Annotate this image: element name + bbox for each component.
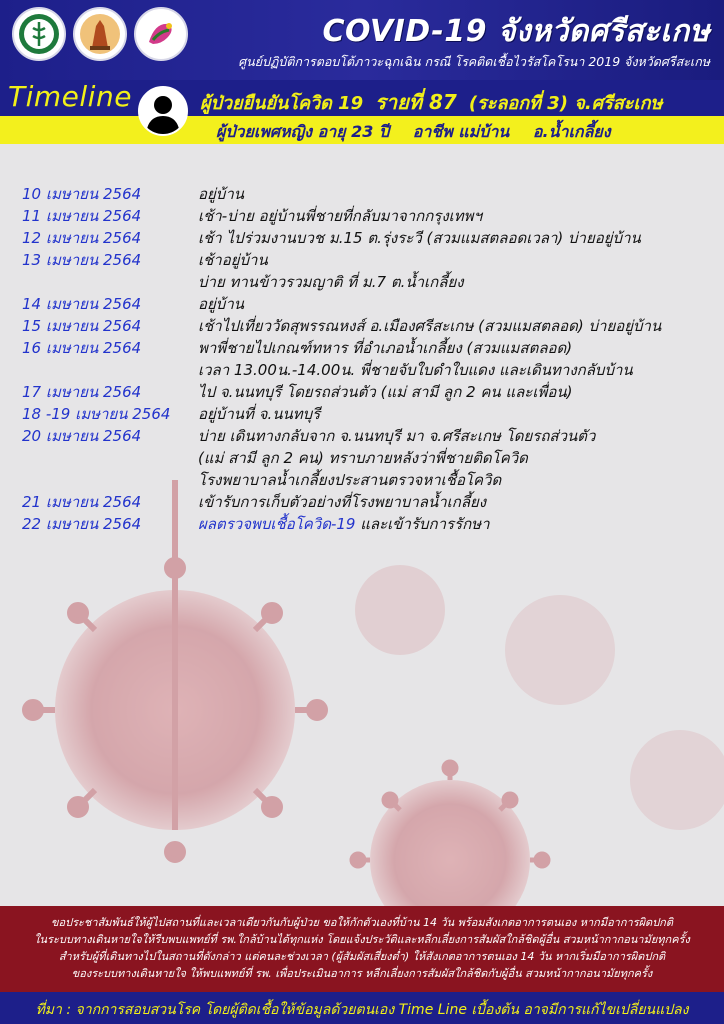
patient-occupation: อาชีพ แม่บ้าน	[412, 122, 510, 141]
notice-line: ขอประชาสัมพันธ์ให้ผู้ไปสถานที่และเวลาเดียวกันกับผู้ป่วย ขอให้กักตัวเองที่บ้าน 14 วัน พร้อมสังเกตอาการตนเอง หากมีอาการผิดปกติ	[51, 916, 673, 929]
entry-description: เช้าอยู่บ้าน	[198, 251, 268, 269]
notice-line: ในระบบทางเดินหายใจให้รีบพบแพทย์ที่ รพ.ใกล้บ้านได้ทุกแห่ง โดยแจ้งประวัติและหลีกเลี่ยงการสัมผัสใกล้ชิดผู้อื่น สวมหน้ากากอนามัยทุกครั้ง	[34, 933, 690, 946]
entry-date: 11 เมษายน 2564	[22, 207, 142, 225]
virus-faint-icon	[355, 565, 445, 655]
patient-info-bar	[0, 116, 724, 144]
virus-faint-icon	[505, 595, 615, 705]
entry-date: 10 เมษายน 2564	[22, 185, 142, 203]
header-banner	[0, 0, 724, 80]
entry-date: 21 เมษายน 2564	[22, 493, 142, 511]
entry-description: เช้า-บ่าย อยู่บ้านพี่ชายที่กลับมาจากกรุงเทพฯ	[198, 207, 482, 225]
entry-description: เวลา 13.00น.-14.00น. พี่ชายจับใบดำใบแดง และเดินทางกลับบ้าน	[198, 361, 633, 379]
entry-description: อยู่บ้าน	[198, 295, 244, 313]
patient-info	[216, 120, 629, 145]
emergency-center-subtitle: ศูนย์ปฏิบัติการตอบโต้ภาวะฉุกเฉิน กรณี โรคติดเชื้อไวรัสโคโรนา 2019 จังหวัดศรีสะเกษ	[238, 54, 710, 69]
person-silhouette-icon	[140, 88, 186, 134]
patient-wave: (ระลอกที่ 3) จ.ศรีสะเกษ	[468, 93, 663, 114]
entry-description: บ่าย เดินทางกลับจาก จ.นนทบุรี มา จ.ศรีสะเกษ โดยรถส่วนตัว	[198, 427, 596, 445]
provincial-seal-logo	[73, 7, 127, 61]
entry-date: 16 เมษายน 2564	[22, 339, 142, 357]
notice-line: ของระบบทางเดินหายใจ ให้พบแพทย์ที่ รพ. เพื่อประเมินอาการ หลีกเลี่ยงการสัมผัสใกล้ชิดกับผู้อื่น สวมหน้ากากอนามัยทุกครั้ง	[71, 967, 653, 980]
patient-district: อ.น้ำเกลี้ยง	[532, 122, 611, 141]
entry-description: เข้ารับการเก็บตัวอย่างที่โรงพยาบาลน้ำเกลี้ยง	[198, 493, 487, 511]
entry-description: (แม่ สามี ลูก 2 คน) ทราบภายหลังว่าพี่ชายติดโควิด	[198, 449, 528, 467]
notice-line: สำหรับผู้ที่เดินทางไปในสถานที่ดังกล่าว แต่คนละช่วงเวลา (ผู้สัมผัสเสี่ยงต่ำ) ให้สังเกตอาการตนเอง 14 วัน หากเริ่มมีอาการผิดปกติ	[58, 950, 666, 963]
entry-date: 12 เมษายน 2564	[22, 229, 142, 247]
positive-result-highlight: ผลตรวจพบเชื้อโควิด-19	[198, 515, 356, 533]
virus-faint-icon	[630, 730, 724, 830]
entry-description: เช้าไปเที่ยววัดสุพรรณหงส์ อ.เมืองศรีสะเกษ (สวมแมสตลอด) บ่ายอยู่บ้าน	[198, 317, 662, 335]
ministry-of-public-health-logo	[12, 7, 66, 61]
entry-date: 15 เมษายน 2564	[22, 317, 142, 335]
patient-case-title	[200, 86, 662, 118]
advisory-notice	[0, 906, 724, 992]
coronavirus-background-illustration	[0, 480, 724, 910]
patient-number: รายที่ 87	[375, 90, 457, 114]
avatar	[138, 86, 188, 136]
timeline-bar	[0, 80, 724, 116]
provincial-emblem-logo	[134, 7, 188, 61]
entry-date: 13 เมษายน 2564	[22, 251, 142, 269]
virus-large-icon	[25, 480, 325, 860]
entry-description: เช้า ไปร่วมงานบวช ม.15 ต.รุ่งระวี (สวมแมสตลอดเวลา) บ่ายอยู่บ้าน	[198, 229, 641, 247]
entry-description: ไป จ.นนทบุรี โดยรถส่วนตัว (แม่ สามี ลูก 2 คน และเพื่อน)	[198, 383, 573, 401]
entry-description: อยู่บ้านที่ จ.นนทบุรี	[198, 405, 321, 423]
entry-description: อยู่บ้าน	[198, 185, 244, 203]
entry-date: 17 เมษายน 2564	[22, 383, 142, 401]
page-title: COVID-19 จังหวัดศรีสะเกษ	[322, 14, 710, 49]
entry-date: 18 -19 เมษายน 2564	[22, 405, 171, 423]
entry-description: พาพี่ชายไปเกณฑ์ทหาร ที่อำเภอน้ำเกลี้ยง (สวมแมสตลอด)	[198, 339, 573, 357]
entry-date: 20 เมษายน 2564	[22, 427, 142, 445]
patient-demographics: ผู้ป่วยเพศหญิง อายุ 23 ปี	[216, 122, 390, 141]
virus-small-icon	[352, 762, 548, 910]
entry-description: โรงพยาบาลน้ำเกลี้ยงประสานตรวจหาเชื้อโควิด	[198, 471, 502, 489]
entry-date: 14 เมษายน 2564	[22, 295, 142, 313]
entry-description: บ่าย ทานข้าวรวมญาติ ที่ ม.7 ต.น้ำเกลี้ยง	[198, 273, 464, 291]
timeline-label: Timeline	[8, 80, 132, 113]
entry-description	[198, 512, 490, 536]
patient-prefix: ผู้ป่วยยืนยันโควิด 19	[200, 93, 364, 114]
treatment-text: และเข้ารับการรักษา	[355, 515, 490, 533]
entry-date: 22 เมษายน 2564	[22, 515, 142, 533]
source-footer: ที่มา : จากการสอบสวนโรค โดยผู้ติดเชื้อให้ข้อมูลด้วยตนเอง Time Line เบื้องต้น อาจมีการแก้ไขเปลี่ยนแปลง	[0, 992, 724, 1024]
